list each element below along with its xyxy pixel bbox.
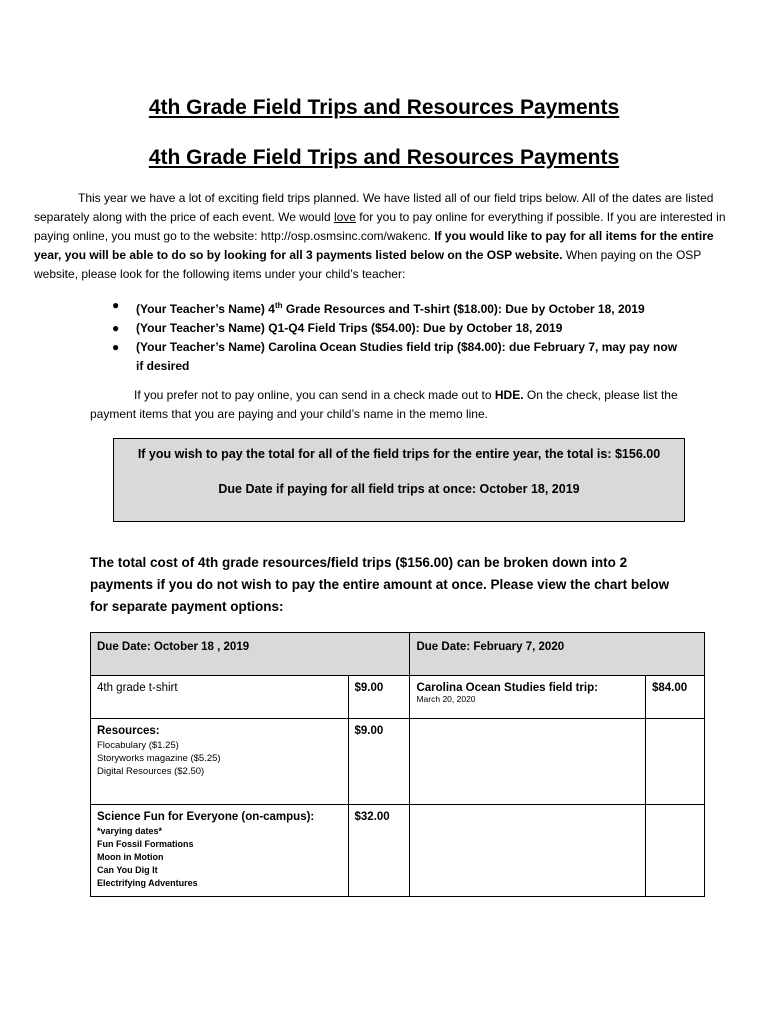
table-row bbox=[91, 719, 705, 805]
table-row bbox=[91, 676, 705, 719]
header-oct: Due Date: October 18 , 2019 bbox=[91, 633, 410, 676]
tshirt-item: 4th grade t-shirt bbox=[91, 676, 349, 719]
payment-items-list bbox=[112, 296, 682, 376]
empty-cell bbox=[646, 805, 705, 897]
empty-cell bbox=[646, 719, 705, 805]
list-item bbox=[112, 296, 682, 319]
intro-paragraph bbox=[34, 189, 734, 284]
bullet-1-text: (Your Teacher’s Name) 4 bbox=[136, 302, 275, 316]
ocean-item-cell bbox=[410, 676, 646, 719]
header-feb: Due Date: February 7, 2020 bbox=[410, 633, 705, 676]
page-title: 4th Grade Field Trips and Resources Payments bbox=[148, 96, 620, 119]
list-item bbox=[112, 338, 682, 376]
bullet-1-sup: th bbox=[274, 301, 283, 310]
table-row bbox=[91, 633, 705, 676]
empty-cell bbox=[410, 805, 646, 897]
ocean-price: $84.00 bbox=[646, 676, 705, 719]
bullet-2-text: (Your Teacher’s Name) Q1-Q4 Field Trips ($54.00): Due by October 18, 2019 bbox=[136, 321, 563, 335]
resources-sub-2: Storyworks magazine ($5.25) bbox=[97, 753, 221, 764]
science-sub-3: Moon in Motion bbox=[97, 852, 164, 862]
resources-sub-1: Flocabulary ($1.25) bbox=[97, 740, 179, 751]
table-row bbox=[91, 805, 705, 897]
resources-cell bbox=[91, 719, 349, 805]
check-hde: HDE. bbox=[494, 388, 524, 402]
bullet-3-text: (Your Teacher’s Name) Carolina Ocean Studies field trip ($84.00): due February 7, may pay now if desired bbox=[136, 340, 678, 373]
science-cell bbox=[91, 805, 349, 897]
breakdown-text: The total cost of 4th grade resources/field trips ($156.00) can be broken down into 2 payments if you do not wish to pay the entire amount at once. Please view the chart below for separate payment options: bbox=[90, 555, 670, 614]
ocean-item: Carolina Ocean Studies field trip: bbox=[416, 682, 598, 694]
resources-item: Resources: bbox=[97, 725, 160, 737]
science-sub-2: Fun Fossil Formations bbox=[97, 839, 194, 849]
total-due-date: Due Date if paying for all field trips at once: October 18, 2019 bbox=[218, 482, 580, 496]
check-text-2: On the check, please list the payment items that you are paying and your child’s name in the memo line. bbox=[90, 388, 678, 421]
intro-text-1: This year we have a lot of exciting field trips planned. We have listed all of our field trips below. All of the dates are listed separately along with the price of each event. We would bbox=[34, 191, 714, 224]
list-item bbox=[112, 319, 682, 338]
page-subtitle: 4th Grade Field Trips and Resources Payments bbox=[148, 146, 620, 169]
total-box bbox=[113, 438, 685, 522]
bullet-dot: ● bbox=[112, 340, 120, 354]
bullet-1-rest: Grade Resources and T-shirt ($18.00): Due by October 18, 2019 bbox=[282, 302, 645, 316]
tshirt-price: $9.00 bbox=[348, 676, 410, 719]
check-text-1: If you prefer not to pay online, you can send in a check made out to bbox=[134, 388, 495, 402]
empty-cell bbox=[410, 719, 646, 805]
bullet-dot: ● bbox=[112, 321, 120, 335]
bullet-dot: ● bbox=[112, 298, 120, 312]
intro-love: love bbox=[333, 210, 356, 224]
resources-price: $9.00 bbox=[348, 719, 410, 805]
check-paragraph bbox=[90, 386, 690, 424]
science-sub-1: *varying dates* bbox=[97, 826, 163, 836]
science-sub-5: Electrifying Adventures bbox=[97, 878, 198, 888]
science-sub-4: Can You Dig It bbox=[97, 865, 158, 875]
intro-text-2: for you to pay online for everything if possible. If you are interested in paying online, you must go to the website: http://osp.osmsinc.com/wakenc. bbox=[34, 210, 726, 243]
total-line: If you wish to pay the total for all of the field trips for the entire year, the total is: $156.00 bbox=[137, 447, 661, 461]
science-price: $32.00 bbox=[348, 805, 410, 897]
science-item: Science Fun for Everyone (on-campus): bbox=[97, 811, 315, 823]
intro-bold: If you would like to pay for all items for the entire year, you will be able to do so by looking for all 3 payments listed below on the OSP website. bbox=[34, 229, 714, 262]
resources-sub-3: Digital Resources ($2.50) bbox=[97, 766, 205, 777]
intro-text-3: When paying on the OSP website, please look for the following items under your child’s teacher: bbox=[34, 248, 702, 281]
ocean-date: March 20, 2020 bbox=[416, 694, 476, 704]
payment-table bbox=[90, 632, 705, 897]
